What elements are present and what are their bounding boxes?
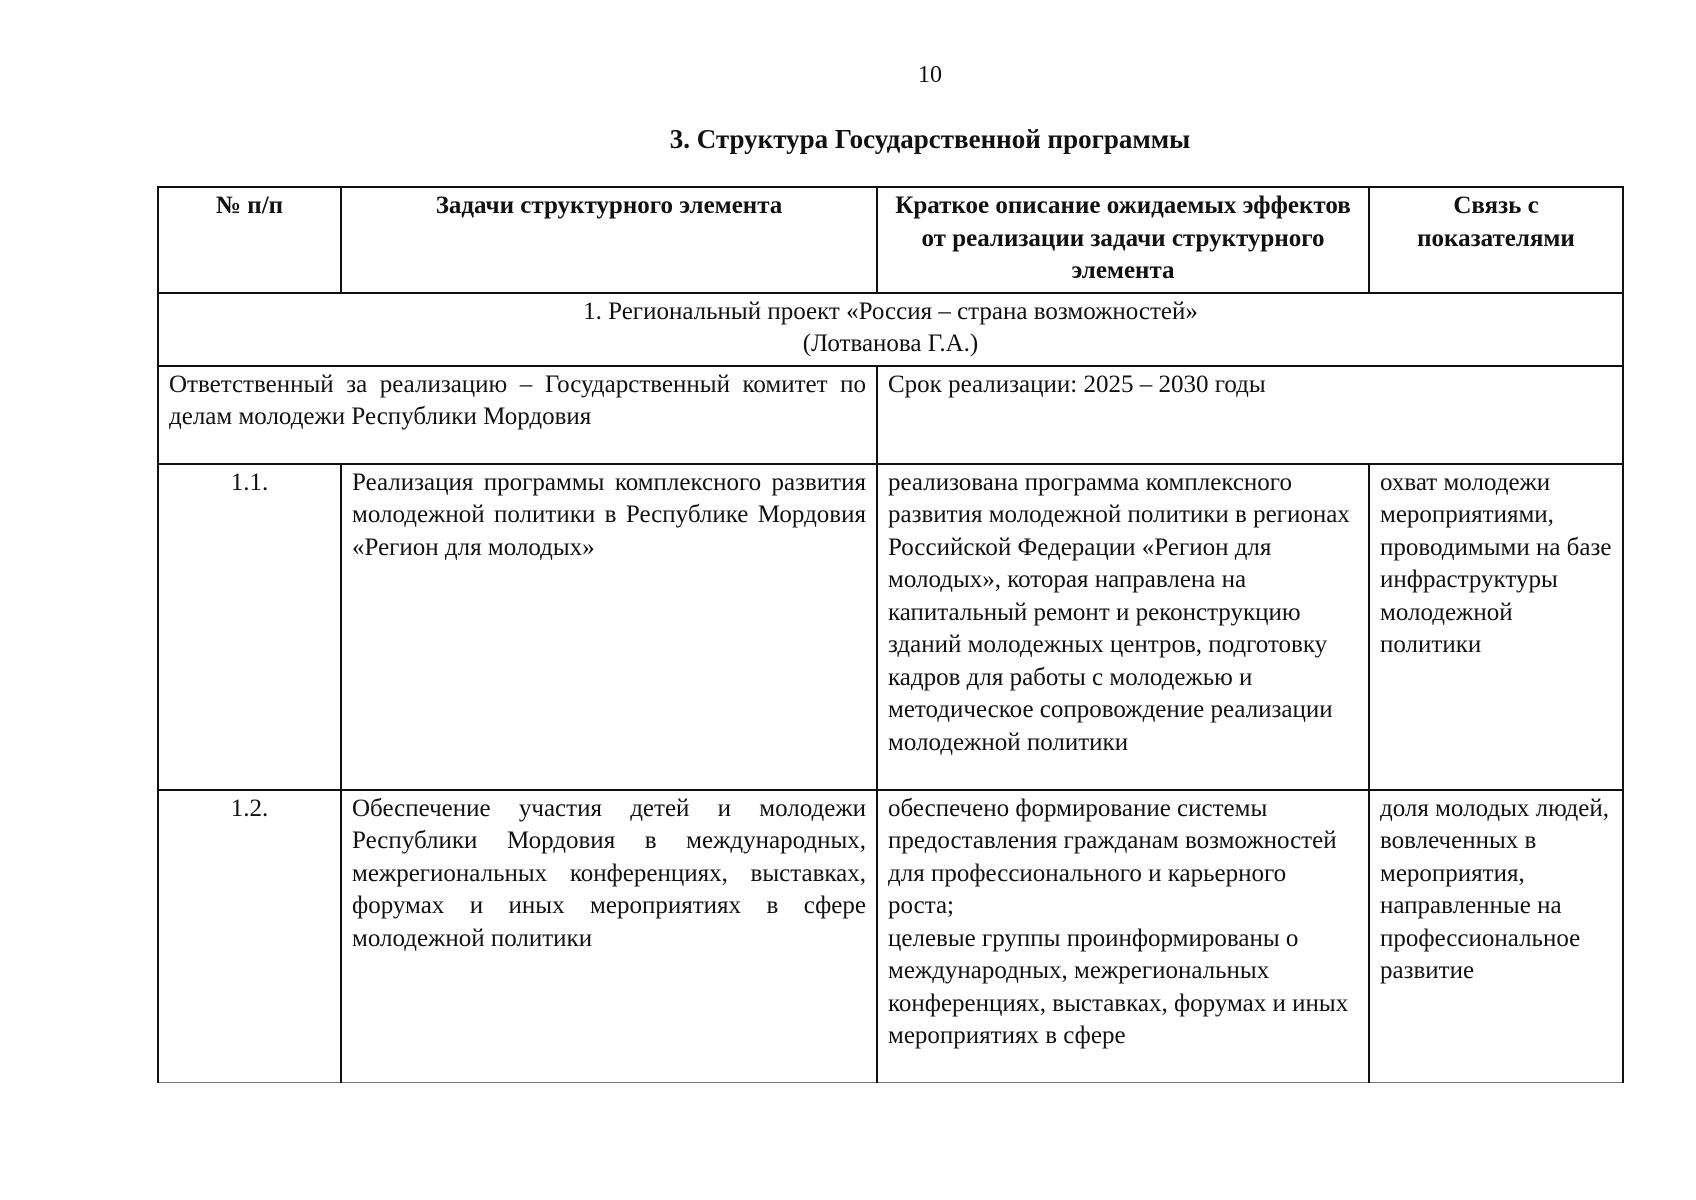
header-tasks: Задачи структурного элемента [341, 187, 877, 293]
table-row [158, 464, 1623, 790]
table-header-row [158, 187, 1623, 293]
row-task: Реализация программы комплексного развития молодежной политики в Республике Мордовия «Регион для молодых» [341, 464, 877, 790]
section-title: 3. Структура Государственной программы [669, 124, 1191, 154]
page-number: 10 [918, 62, 942, 88]
project-curator: (Лотванова Г.А.) [802, 330, 979, 357]
row-number: 1.2. [158, 790, 341, 1083]
project-row [158, 293, 1623, 366]
responsible-row [158, 366, 1623, 464]
row-effect-part-b: целевые группы проинформированы о международных, межрегиональных конференциях, выставках, форумах и иных мероприятиях в сфере [888, 924, 1349, 1049]
responsible-cell: Ответственный за реализацию – Государственный комитет по делам молодежи Республики Мордовия [158, 366, 877, 464]
row-effect: реализована программа комплексного развития молодежной политики в регионах Российской Федерации «Регион для молодых», которая направлена на капитальный ремонт и реконструкцию зданий молодежных центров, подготовку кадров для работы с молодежью и методическое сопровождение реализации молодежной политики [877, 464, 1369, 790]
project-cell [158, 293, 1623, 366]
row-task: Обеспечение участия детей и молодежи Республики Мордовия в международных, межрегиональных конференциях, выставках, форумах и иных мероприятиях в сфере молодежной политики [341, 790, 877, 1083]
structure-table [157, 186, 1624, 1083]
header-indicators: Связь с показателями [1369, 187, 1623, 293]
table-row [158, 790, 1623, 1083]
row-effect [877, 790, 1369, 1083]
row-effect-part-a: обеспечено формирование системы предоставления гражданам возможностей для профессионального и карьерного роста; [888, 794, 1337, 919]
row-number: 1.1. [158, 464, 341, 790]
project-title: 1. Региональный проект «Россия – страна возможностей» [583, 297, 1198, 325]
row-indicator: охват молодежи мероприятиями, проводимыми на базе инфраструктуры молодежной политики [1369, 464, 1623, 790]
header-effects: Краткое описание ожидаемых эффектов от реализации задачи структурного элемента [877, 187, 1369, 293]
term-cell: Срок реализации: 2025 – 2030 годы [877, 366, 1623, 464]
header-number: № п/п [158, 187, 341, 293]
row-indicator: доля молодых людей, вовлеченных в мероприятия, направленные на профессиональное развитие [1369, 790, 1623, 1083]
